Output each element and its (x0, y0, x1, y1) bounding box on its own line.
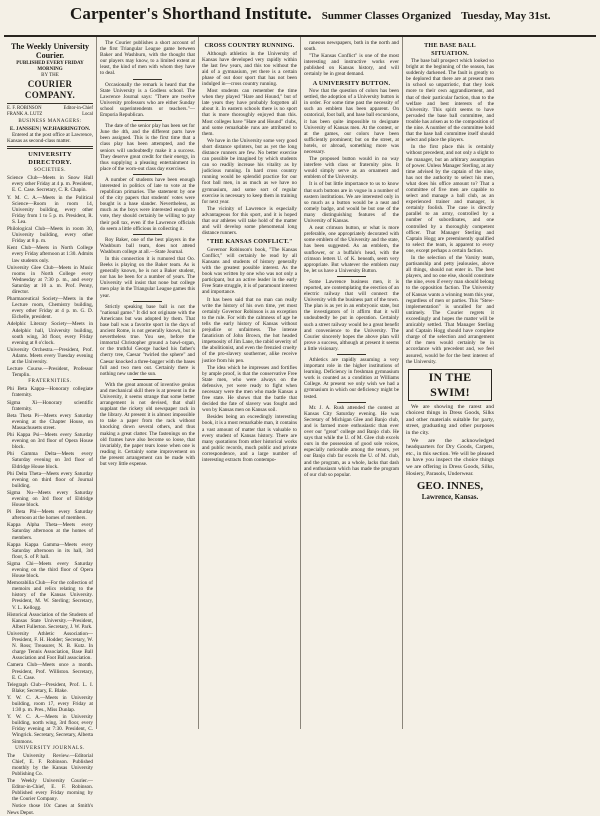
directory-entry: Sigma Chi—Meets every Saturday evening on the third floor of Opera House block. (7, 560, 93, 580)
fraternities-heading: FRATERNITIES. (28, 379, 72, 385)
directory-entry: Y. W. C. A.—Meets in University building, north wing, 3rd floor, every Friday evening at 7:30. President, C. Wingrick. Secretary, Secretary, Alberta Simmons. (7, 714, 93, 745)
advert-paragraph: We are the acknowledged headquarters for Dry Goods, Carpets, etc., in this section. We will be pleased to have you inspect the choice things we are offering in Dress Goods, Silks, Hosiery, Parasols, Underwear. (406, 437, 494, 477)
divider (133, 301, 162, 302)
directory-entry: Science Club—Meets in Snow Hall every other Friday at 4 p. m. President, E. C. Case. Secretary, C. R. Chapin. (7, 175, 93, 194)
advert-paragraph: We are showing the rarest and choicest things in Dress Goods, Silks and other materials suitable for party, street, graduating and other purposes in the city. (406, 403, 494, 437)
directory-entry: Phi Beta Kappa—Honorary collegiate fraternity. (7, 386, 93, 399)
article-paragraph: The vicinity of Lawrence is especially advantageous for this sport, and it is hoped that our athletes will take hold of the matter and will develop some phenomenal long distance runners. (202, 205, 297, 237)
directory-entry: Memorabilia Club—For the collection of memoirs and relics relating to the history of the Kansas University. President, M. W. Sterling; Secretary, V. L. Kellogg. (7, 580, 93, 611)
directory-entry: Kappa Kappa Gamma—Meets every Saturday afternoon in its hall, 3rd floor, S. of P. hall. (7, 541, 93, 560)
directory-entry: Adelphic Literary Society—Meets in Adelphic hall, University building, south wing, 3d floor, every Friday evening at 8 o'clock. (7, 321, 93, 346)
article-heading: THE BASE BALL SITUATION. (424, 42, 476, 57)
article-paragraph: "The Kansas Conflict" is one of the most interesting and instructive works ever published on Kansas history, and will certainly be in great demand. (304, 53, 399, 78)
managers-names: E. JANSSEN | W.P.HARRINGTON. (9, 126, 91, 132)
article-paragraph: We have in the University some very good short distance sprinters, but as yet the long distance runners are few. No better exercise can possible be imagined by which students can so readily increase his vitality as by judicious running. In hard cross country running would be splendid practice for our foot ball men, in as much as we have no gymnasium, and some sort of regular exercise is necessary to keep them in training for next year. (202, 137, 297, 205)
article-paragraph: It has been said that no man can really write the history of his own time, yet most certainly Governor Robinson is an exception to the rule. For with the calmness of age he tells the early history of Kansas without prejudice or unfairness. The intense fanaticism of John Brown, the hot headed impetuosity of Jim Lane, the rabid severity of the abolitionist, and even the frenzied cruelty of the pro-slavery southerner, alike receive justice from his pen. (202, 296, 297, 364)
staff-name: FRANK A. LUTZ (7, 112, 43, 117)
staff-name: E. F. ROBINSON (7, 106, 42, 111)
masthead (4, 4, 596, 37)
article-paragraph: Although athletics in the University of Kansas have developed very rapidly within the last few years, and this too without the aid of a gymnasium, yet there is a certain phase of out door sport that has not been indulged in—cross country running. (202, 50, 297, 87)
article-paragraph: The proposed button would in no way interfere with class or fraternity pins. It would simply serve as an ornament and emblem of the University. (304, 156, 399, 181)
advert-name: GEO. INNES, (416, 480, 484, 493)
directory-entry: Y. M. C. A.—Meets in the Political Science—Room in room 14, University building, every other Friday from 1 to 5 p. m. President, R. S. Lea. (7, 194, 93, 225)
article-paragraph: With the great amount of inventive genius and mechanical skill there is at present in the University, it seems strange that some better arrangement is not devised, that shall supplant the rickety old newspaper rack in the library. At present it is almost impossible to take a paper from the rack without knocking down several others, and thus making a great clatter. The fastenings on the old frames have also become so loose, that invariably, the paper tears loose when one is reading it. Certainly some improvement on the present arrangement can be made with but very little expense. (100, 381, 195, 467)
article-paragraph: In the first place this is certainly without precedent, and not only a slight to the manager, but an arbitrary assumption of power. Unless Manager Sterling, at any time advised by the captain of the nine, has not the authority to select his men, what does his office amount to? That a committee of five men are capable to select and manage a ball club, as an experienced trainer and manager, is certainly foolish. The case is directly parallel to an army, controlled by a number of subordinates, and one controlled by a thoroughly competent officer. That Manager Sterling and Captain Hogg are preeminently qualified to select the team, is apparent to every one, except perhaps a certain faction. (406, 144, 494, 254)
article-paragraph: raneous newspapers, both in the north and south. (304, 40, 399, 53)
divider (7, 103, 93, 104)
masthead-date: Tuesday, May 31st. (461, 10, 551, 22)
advert-town: Lawrence, Kansas. (421, 493, 479, 502)
advert-headline: IN THE SWIM! (408, 369, 492, 401)
directory-entry: Lecture Course.—President, Professor Templin. (7, 366, 93, 379)
directory-entry: Telegraph Club—President, Prof. L. I. Blake; Secretary, E. Blake. (7, 681, 93, 694)
article-paragraph: The base ball prospect which looked so bright at the beginning of the season, has suddenly darkened. The fault is greatly to be deplored that there are at present men in school so unpatriotic, that they look more to their own aggrandizement, and that of their particular faction, than to the welfare and best interests of the University. This spirit seems to have pervaded the base ball committee, and trouble has arisen as to the composition of the nine. A number of the committee hold that the base ball committee itself should select and place the players. (406, 58, 494, 144)
staff-row (7, 112, 93, 118)
article-paragraph: In the selection of the Varsity team, partisanship and petty jealousies, above all things, should not enter in. The best players, and no one else, should constitute the nine, even if every man should belong to the opposition faction. The University of Kansas wants a winning team this year, regardless of men or parties. This "Stew-implementation" is uncalled for and untimely. The Courier regrets it exceedingly and hopes the matter will be amicably settled. That Manager Sterling and Captain Hogg should have complete charge of the selection and arrangement of the men would certainly be in accordance with precedent and, we feel assured, would be for the best interest of the University. (406, 255, 494, 365)
entered-notice: Entered at the post office at Lawrence, Kansas as second-class matter. (7, 132, 93, 145)
directory-entry: University Orchestra.—President, Prof. Adams. Meets every Tuesday evening at the University. (7, 346, 93, 365)
divider (133, 120, 162, 121)
article-paragraph: Mr. J. A. Rush attended the contest at Kansas City Saturday evening. He was Secretary of Michigan Glee and Banjo club, and is farmed more enthusiastic than ever over our "great" college and Banjo club. He says that while the U. of M. Glee club excels ours in the possession of good sole voices, especially noticeable among the tenors, yet our Banjo club far excels the U. of M. club, and the program, as a whole, lacks that dash and enthusiasm which has made the program of our club so popular. (304, 404, 399, 478)
article-paragraph: Besides being an exceedingly interesting book, it is a most remarkable man, it contains a vast amount of matter that is valuable to every student of Kansas history. There are many quotations from other historical works and public records, much public and private correspondence, and a large number of interesting extracts from contempo- (202, 414, 297, 463)
article-paragraph: Governor Robinson's book, "The Kansas Conflict," will certainly be read by all Kansans and students of history generally with the greatest possible interest. As the book was written by one who was not only a participant, but an active leader in the early Free State struggle, it is of paramount interest and importance. (202, 246, 297, 296)
column-4 (300, 37, 402, 729)
advert (406, 404, 494, 478)
divider (337, 402, 366, 403)
article-paragraph: Athletics are rapidly assuming a very important role in the higher institutions of learning. Deficiency in freshman gymnasium work is counted as a condition at Williams College. At present we only wish we had a gymnasium in which our deficiency might be tested. (304, 357, 399, 400)
societies-heading: SOCIETIES. (33, 168, 67, 174)
directory-entry: Phi Delta Theta—Meets every Saturday evening on third floor of Journal building. (7, 470, 93, 489)
divider (7, 146, 93, 149)
masthead-title: Carpenter's Shorthand Institute. (70, 4, 312, 23)
article-paragraph: Occasionally the remark is heard that the State University is a Godless school. The Lawrence Journal says: "There are twelve University professors who are either Sunday school superintendents or teachers."—Emporia Republican. (100, 81, 195, 119)
directory-entry: Camera Club—Meets once a month. President, Prof. Williston. Secretary, E. C. Case. (7, 662, 93, 681)
article-heading: "THE KANSAS CONFLICT." (206, 238, 293, 246)
directory-entry: Historical Association of the Students of Kansas State University.—President, Albert Fullerton. Secretary, J. W. Park. (7, 611, 93, 630)
columns (4, 37, 596, 816)
directory-entry: Sigma Nu—Meets every Saturday evening on 3rd floor of Eldridge House block. (7, 489, 93, 509)
divider (133, 79, 162, 80)
directory-entry: Kent Club—Meets in North College every Friday afternoon at 1:30. Admits law students only. (7, 245, 93, 264)
directory-entry: University Glee Club—Meets in Music rooms in North College every Wednesday at 7:30 p. m., and every Saturday at 10 a. m. Prof. Penny, director. (7, 264, 93, 295)
directory-entry: Philological Club—Meets in room 30, University building, every other Friday at 8 p. m. (7, 226, 93, 245)
divider (133, 379, 162, 380)
divider (133, 234, 162, 235)
column-2 (96, 37, 198, 729)
column-1 (4, 37, 96, 816)
divider (337, 276, 366, 277)
column-3 (198, 37, 300, 729)
article-paragraph: Now that the question of colors has been settled, the adoption of a University button is in order. For some time past the necessity of such an emblem has been apparent. On oratorical, foot ball, and base ball excursions, it has been quite impossible to designate University of Kansas men. At the contest, or at the games, our colors have been sufficiently prominent; but on the street, at hotels, or abroad, something more was necessary. (304, 88, 399, 155)
directory-entry: The Weekly University Courier.—Editor-in-Chief, E. F. Robinson. Published every Friday morning by the Courier Company. (7, 778, 93, 803)
directory-entry: Sigma Xi—Honorary scientific fraternity. (7, 399, 93, 412)
published-line: PUBLISHED EVERY FRIDAY MORNING (16, 61, 84, 72)
article-paragraph: In this connection it is rumored that Oo. Beeks is playing on the Baker team. As is generally known, he is not a Baker student, nor has he been for a number of years. The University will insist that none but college men play in the Triangular League games this year. (100, 256, 195, 299)
canes-notice: Notice those 10c Canes at Smith's News Depot. (7, 803, 93, 816)
directory-entry: Phi Gamma Delta—Meets every Saturday evening on 3rd floor of Eldridge House block. (7, 451, 93, 470)
divider (133, 174, 162, 175)
by-the-line: BY THE (41, 73, 59, 78)
article-paragraph: Most students can remember the time when they played "Hare and Hound," but of late years they have probably forgotten all about it. In eastern schools there is no sport that is more thoroughly enjoyed than this. Most colleges have "Hare and Hound" clubs, and some remarkable runs are attributed to them. (202, 88, 297, 137)
journals-heading: UNIVERSITY JOURNALS. (15, 745, 85, 751)
article-heading: A UNIVERSITY BUTTON. (312, 79, 391, 87)
directory-entry: Kappa Alpha Theta—Meets every Saturday afternoon at the homes of members. (7, 522, 93, 541)
directory-entry: Y. W. C. A.—Meets in University building, room 17, every Friday at 1:30 p. m. Pres., Miss Dunlap. (7, 694, 93, 714)
article-paragraph: A neat crimson button, or what is more preferable, one appropriately decorated with some emblem of the University and the state, has been suggested. As an emblem, the sunflower, or a buffalo's head, with the crimson letters U. of K. beneath, seem very appropriate. But whatever the emblem may be, let us have a University Button. (304, 225, 399, 274)
article-paragraph: The Courier publishes a short account of the first Triangular League game between Baker and Washburn, with the thought that our players may know, to a limited extent at least, the kind of men with whom they have to deal. (100, 40, 195, 77)
divider (337, 354, 366, 355)
article-heading: CROSS COUNTRY RUNNING. (204, 42, 295, 49)
masthead-subtitle: Summer Classes Organized (321, 10, 452, 22)
article-paragraph: The date of the senior play has been set for June the 4th, and the different parts have been assigned. This is the first time that a class play has been attempted, and the seniors will undoubtedly make it a success. They deserve great credit for their energy, in thus supplying a pleasing entertainment in place of the worn-out class day exercises. (100, 123, 195, 172)
directory-entry: Pi Beta Phi—Meets every Saturday afternoon at the homes of members. (7, 509, 93, 522)
staff-role: Local (82, 112, 93, 117)
article-paragraph: Roy Baker, one of the best players in the Washburn ball team, does not attend Washburn college at all.—State Journal. (100, 236, 195, 255)
directory-entry: Beta Theta Pi—Meets every Saturday evening at the Chapter House, on Massachusetts street. (7, 412, 93, 431)
directory (7, 168, 93, 802)
directory-entry: The University Review.—Editorial Chief, E. F. Robinson. Published monthly by the Kansas University Publishing Co. (7, 752, 93, 777)
directory-entry: Phi Kappa Psi—Meets every Saturday evening on 3rd floor of Opera House block. (7, 432, 93, 451)
directory-title: UNIVERSITY DIRECTORY. (28, 151, 72, 167)
paper-title: The Weekly University Courier. (10, 42, 90, 60)
managers-heading: BUSINESS MANAGERS: (18, 119, 82, 124)
staff-role: Editor-in-Chief (63, 106, 93, 111)
article-paragraph: It is of but little importance to us to know that such buttons are in vogue in a number of eastern institutions. We are interested only in so much as a button would be a neat and comely badge, and would be but one of the many distinguishing features of the University of Kansas. (304, 181, 399, 225)
company-name: COURIER COMPANY. (24, 79, 76, 100)
article-paragraph: Some Lawrence business men, it is reported, are contemplating the erection of an electric railway that will connect the University with the business part of the town. The plan is as yet in an embryonic state, but the investigators of it affirm that it will undoubtedly be put in operation. Certainly such a street railway would be a great benefit and convenience to the University. The Courier sincerely hopes the above plan will prove a success, although at present it seems a little visionary. (304, 278, 399, 352)
column-5 (402, 37, 497, 729)
directory-entry: University Athletic Association—President, F. H. Hodder; Secretary, W. N. Ross; Treasurer, N. B. Kutz. In charge Tennis Association, Base Ball Association and Foot Ball association. (7, 630, 93, 662)
directory-entry: Pharmaceutical Society—Meets in the Lecture room, Chemistry building, every other Friday at 4 p. m. G. D. Eichelle, president. (7, 296, 93, 321)
article-paragraph: Strictly speaking base ball is not the "national game." It did not originate with the Americans but was adopted by them. That base ball was a favorite sport in the days of ancient Rome, is not generally known, but is nevertheless true. You see, before the immortal Christopher ground a bawl-organ, or the truthful George hacked his father's cherry tree, Caesar "twirled the sphere" and Caesar knocked a three-bagger with the bases full and two men out. Certainly there is nothing new under the sun. (100, 303, 195, 377)
article-paragraph: The idea which he impresses and fortifies by ample proof, is that the conservative Free State men, who were always on the defensive, yet were ready to fight when necessary were the men who made Kansas a free state. He shows that the battle that decided the fate of slavery was fought and won by Kansas men on Kansas soil. (202, 364, 297, 414)
article-paragraph: A number of students have been enough interested in politics of late to vote at the republican primaries. The statement by one of the city papers that students' votes were bought is a base slander. Nevertheless, as much as the boys were interested enough to vote, they should certainly be willing to pay their poll tax, even if the Lawrence officials do seem a little officious in collecting it. (100, 176, 195, 232)
